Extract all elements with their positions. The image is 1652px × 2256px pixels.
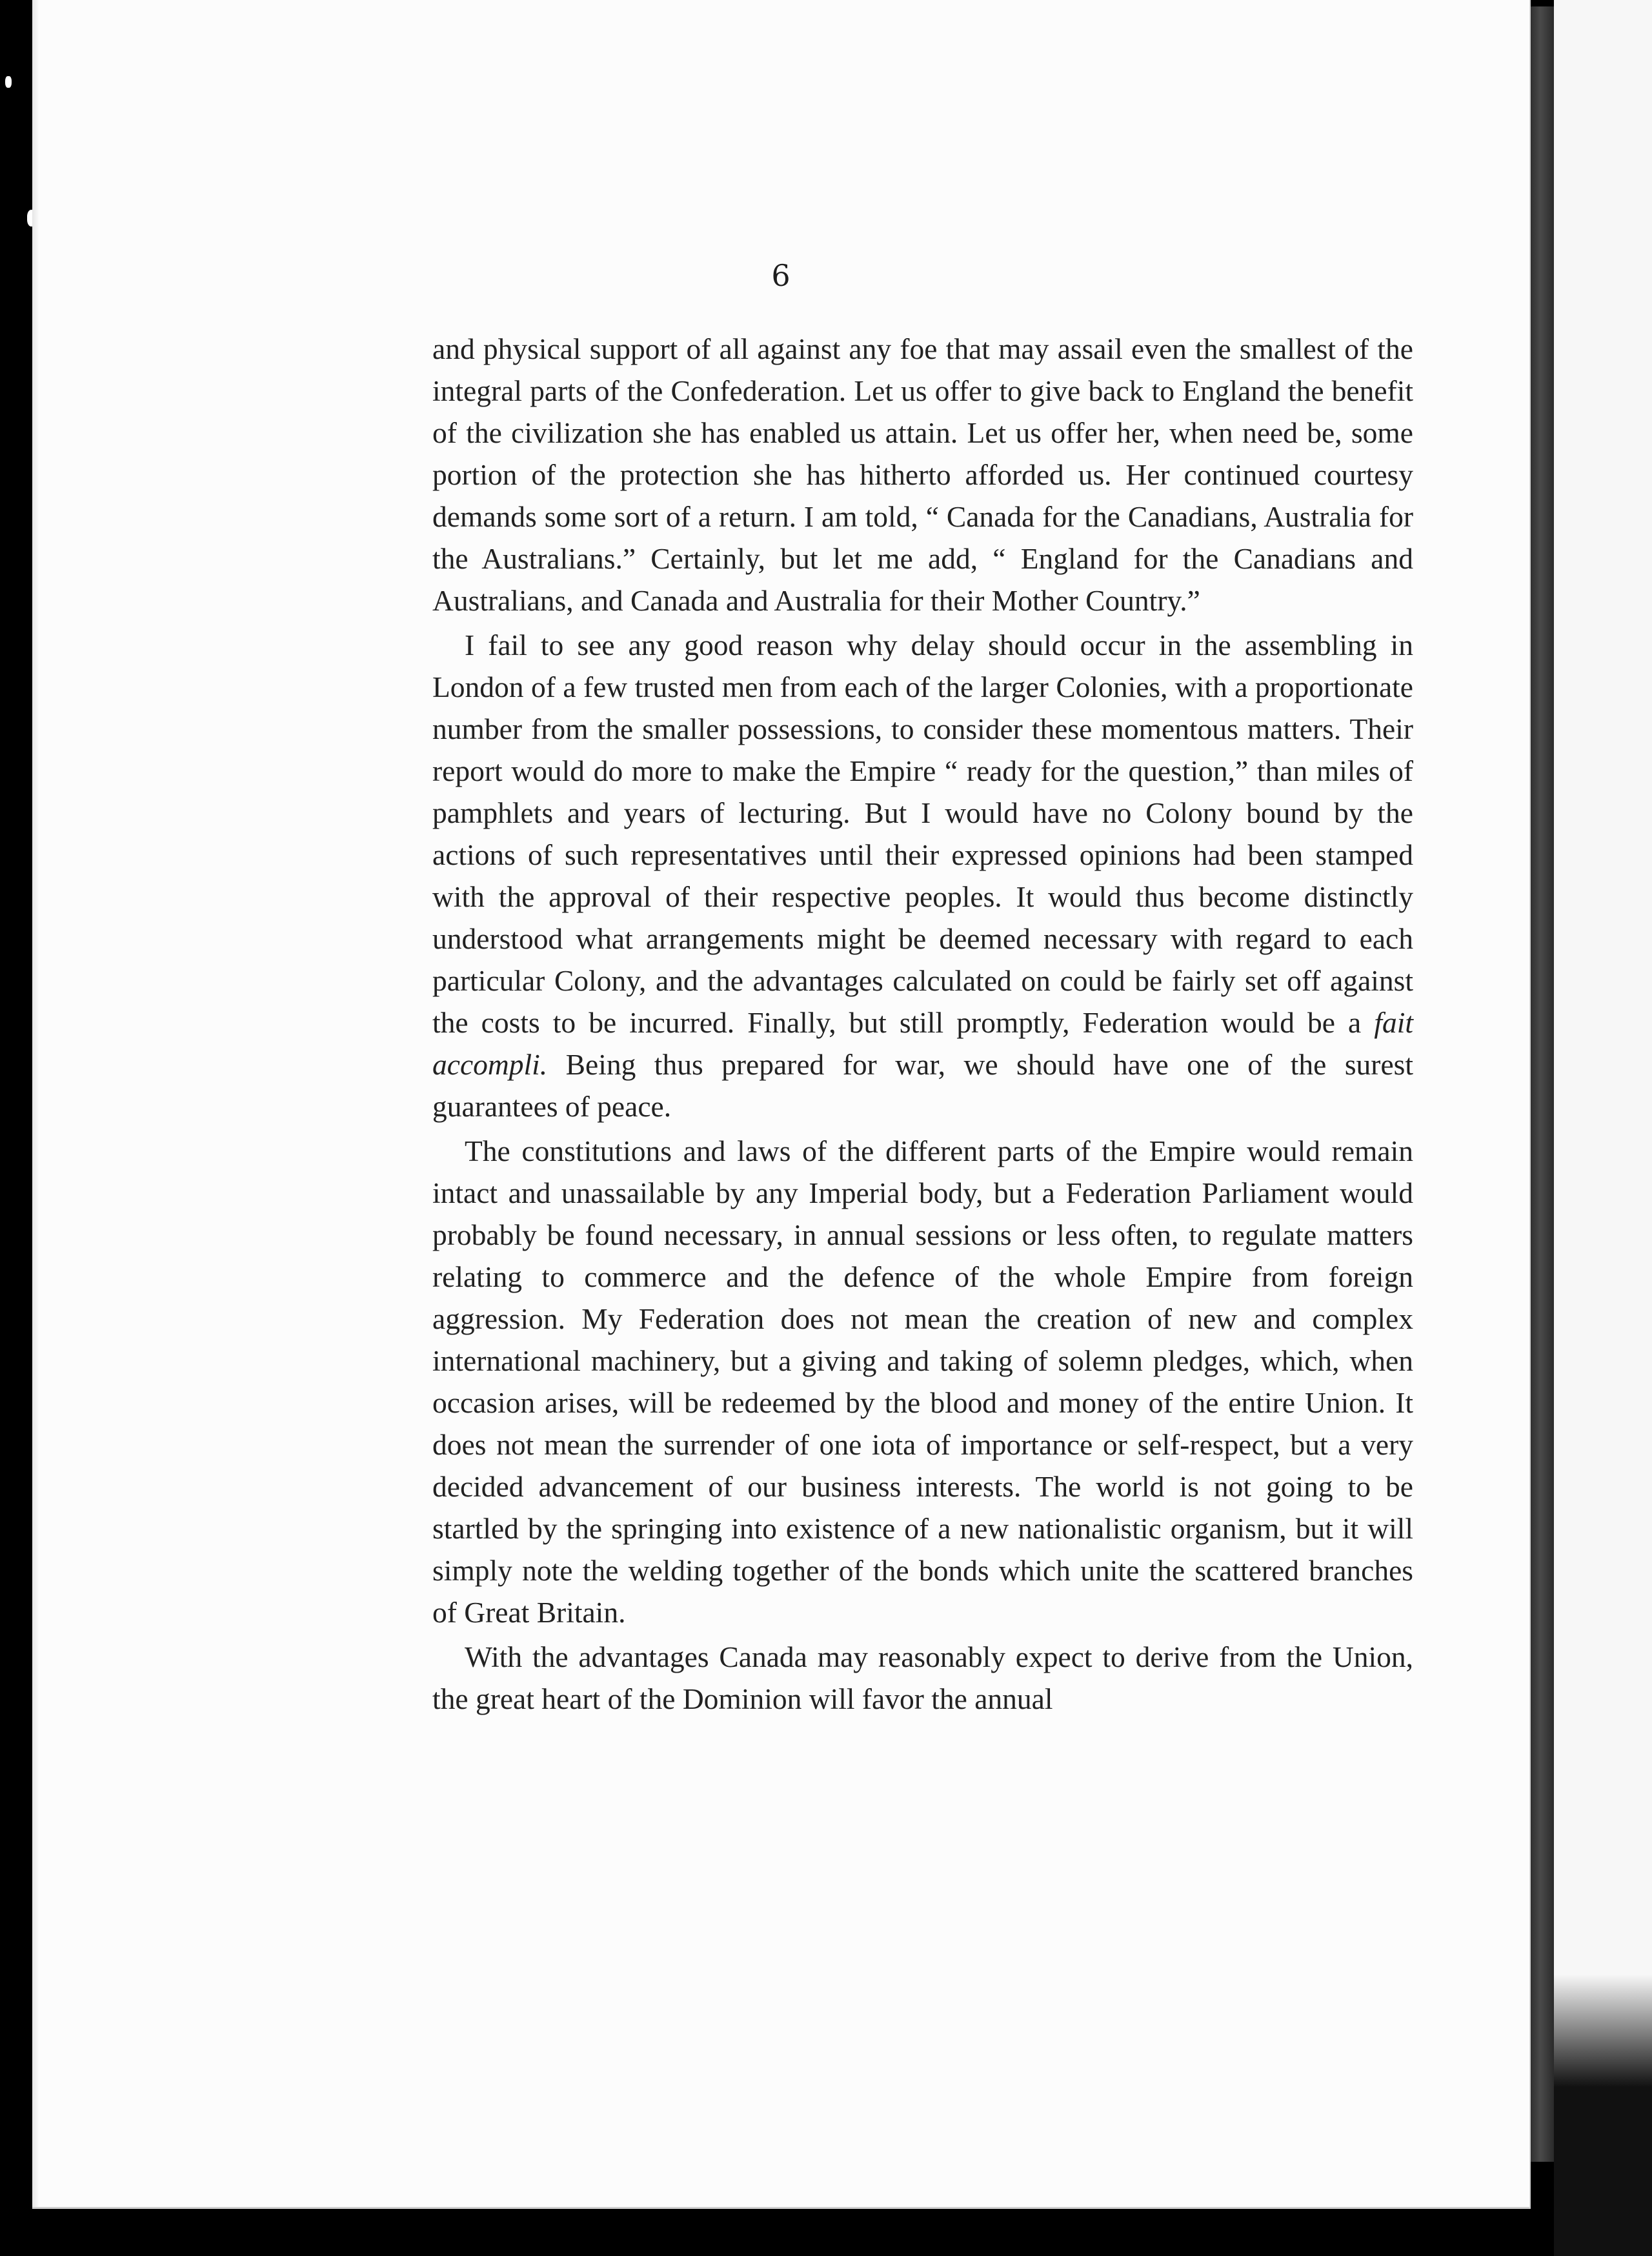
body-text (432, 328, 1413, 1722)
scan-artifact (5, 76, 12, 88)
text-run: The constitutions and laws of the different parts of the Empire would remain intact and unassailable by any Imperial body, but a Federation Parliament would probably be found necessary, in annual sessions or less often, to regulate matters relating to commerce and the defence of the whole Empire from foreign aggression. My Federation does not mean the creation of new and complex international machinery, but a giving and taking of solemn pledges, which, when occasion arises, will be redeemed by the blood and money of the entire Union. It does not mean the surrender of one iota of importance or self-respect, but a very decided advancement of our business interests. The world is not going to be startled by the springing into existence of a new nationalistic organism, but it will simply note the welding together of the bonds which unite the scattered branches of Great Britain. (432, 1134, 1413, 1629)
paragraph (432, 1130, 1413, 1633)
page-number: 6 (771, 258, 791, 293)
text-run: and physical support of all against any foe that may assail even the smallest of the integral parts of the Confederation. Let us offer to give back to England the benefit of the civilization she has enabled us attain. Let us offer her, when need be, some portion of the protection she has hitherto afforded us. Her continued courtesy demands some sort of a return. I am told, “ Canada for the Canadians, Australia for the Australians.” Certainly, but let me add, “ England for the Canadians and Australians, and Canada and Australia for their Mother Country.” (432, 332, 1413, 617)
text-run: With the advantages Canada may reasonably expect to derive from the Union, the great heart of the Dominion will favor the annual (432, 1640, 1413, 1715)
facing-page-edge (1554, 0, 1652, 2256)
page-edge (32, 0, 39, 2207)
binding-gutter (1529, 6, 1554, 2162)
paragraph (432, 624, 1413, 1127)
paragraph (432, 1636, 1413, 1720)
text-run: I fail to see any good reason why delay should occur in the assembling in London of a few trusted men from each of the larger Colonies, with a proportionate number from the smaller possessions, to consider these momentous matters. Their report would do more to make the Empire “ ready for the question,” than miles of pamphlets and years of lecturing. But I would have no Colony bound by the actions of such representatives until their expressed opinions had been stamped with the approval of their respective peoples. It would thus become distinctly understood what arrangements might be deemed necessary with regard to each particular Colony, and the advantages calculated on could be fairly set off against the costs to be incurred. Finally, but still promptly, Federation would be a (432, 629, 1413, 1039)
paragraph (432, 328, 1413, 621)
facing-page-shadow (1554, 1975, 1652, 2256)
italic-phrase: fait accompli. (432, 1006, 1413, 1081)
document-page (32, 0, 1531, 2209)
text-run: Being thus prepared for war, we should have one of the surest guarantees of peace. (432, 1048, 1413, 1123)
